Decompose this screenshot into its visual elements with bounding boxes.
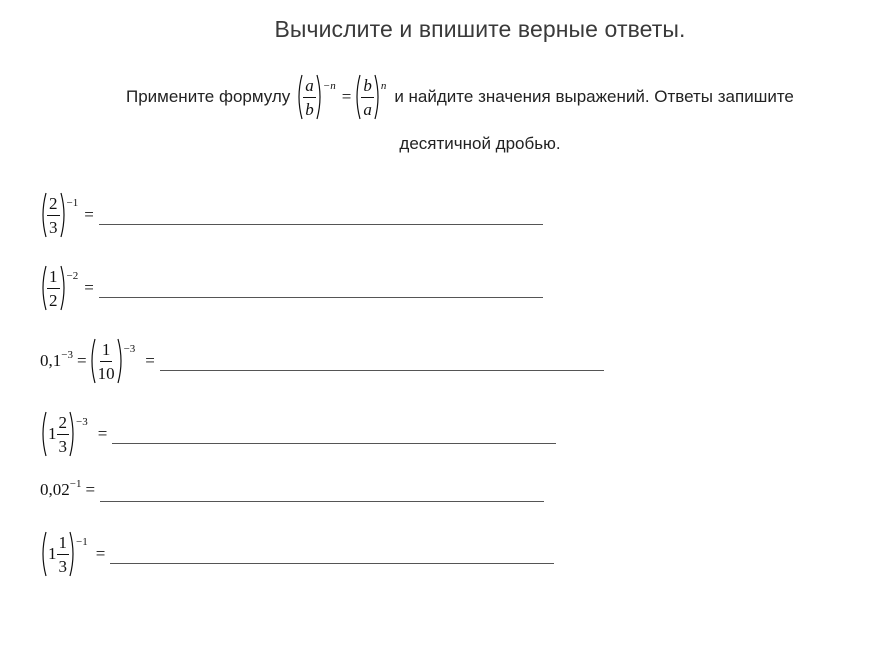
instruction-suffix: и найдите значения выражений. Ответы запишите bbox=[394, 87, 794, 106]
formula bbox=[296, 74, 386, 120]
exercise-1-expression bbox=[40, 192, 78, 238]
exercise-5-base: 0,02 bbox=[40, 480, 70, 499]
formula-right-exponent: n bbox=[380, 80, 387, 92]
exercise-6-whole: 1 bbox=[48, 544, 57, 563]
left-paren-icon bbox=[89, 338, 96, 384]
exercise-2-numerator: 1 bbox=[47, 268, 60, 289]
exercise-6 bbox=[40, 531, 554, 577]
left-paren-icon bbox=[40, 411, 47, 457]
formula-equals: = bbox=[341, 87, 352, 106]
left-paren-icon bbox=[296, 74, 303, 120]
right-paren-icon bbox=[374, 74, 381, 120]
exercise-6-equals: = bbox=[95, 544, 106, 563]
exercise-5 bbox=[40, 478, 544, 502]
left-paren-icon bbox=[40, 531, 47, 577]
exercise-2 bbox=[40, 265, 543, 311]
exercise-3-equals: = bbox=[145, 351, 155, 370]
exercise-5-base-exponent: −1 bbox=[69, 478, 82, 490]
exercise-2-fraction bbox=[47, 268, 60, 309]
instruction-line-1 bbox=[126, 72, 794, 122]
exercise-4-whole: 1 bbox=[48, 424, 57, 443]
right-paren-icon bbox=[316, 74, 323, 120]
exercise-6-expression bbox=[40, 531, 88, 577]
exercise-4-denominator: 3 bbox=[58, 436, 67, 456]
answer-input-1[interactable] bbox=[99, 223, 543, 225]
exercise-6-denominator: 3 bbox=[58, 556, 67, 576]
exercise-1 bbox=[40, 192, 543, 238]
page-title: Вычислите и впишите верные ответы. bbox=[274, 16, 686, 42]
exercise-3-fraction bbox=[96, 341, 117, 382]
exercise-3 bbox=[40, 338, 604, 384]
exercise-3-denominator: 10 bbox=[97, 363, 115, 383]
right-paren-icon bbox=[60, 192, 67, 238]
instruction-prefix: Примените формулу bbox=[126, 87, 291, 106]
exercise-6-exponent: −1 bbox=[76, 536, 88, 548]
exercise-2-exponent: −2 bbox=[66, 270, 79, 282]
exercise-2-equals: = bbox=[84, 278, 94, 297]
formula-left-fraction bbox=[303, 77, 316, 118]
answer-input-6[interactable] bbox=[110, 562, 554, 564]
answer-input-4[interactable] bbox=[112, 442, 556, 444]
formula-right-fraction bbox=[361, 77, 374, 118]
formula-left-denominator: b bbox=[305, 99, 314, 119]
right-paren-icon bbox=[117, 338, 124, 384]
exercise-6-numerator: 1 bbox=[57, 534, 70, 555]
formula-left-exponent: −n bbox=[322, 80, 336, 92]
left-paren-icon bbox=[40, 192, 47, 238]
exercise-4 bbox=[40, 411, 556, 457]
exercise-3-expression bbox=[40, 338, 135, 384]
exercise-1-equals: = bbox=[84, 205, 94, 224]
exercise-3-base-exponent: −3 bbox=[61, 349, 73, 361]
answer-input-3[interactable] bbox=[160, 369, 604, 371]
formula-right-numerator: b bbox=[361, 77, 374, 98]
exercise-5-equals: = bbox=[85, 480, 96, 499]
exercise-1-exponent: −1 bbox=[66, 197, 79, 209]
left-paren-icon bbox=[354, 74, 361, 120]
formula-left-numerator: a bbox=[303, 77, 316, 98]
exercise-6-fraction bbox=[57, 534, 70, 575]
right-paren-icon bbox=[60, 265, 67, 311]
exercise-3-middle-equals: = bbox=[76, 351, 87, 370]
left-paren-icon bbox=[40, 265, 47, 311]
exercise-1-numerator: 2 bbox=[47, 195, 60, 216]
exercise-4-equals: = bbox=[97, 424, 108, 443]
exercise-1-fraction bbox=[47, 195, 60, 236]
exercise-4-fraction bbox=[57, 414, 70, 455]
exercise-3-base: 0,1 bbox=[40, 351, 62, 370]
instruction-line-2: десятичной дробью. bbox=[399, 134, 561, 153]
exercise-3-numerator: 1 bbox=[100, 341, 113, 362]
exercise-2-denominator: 2 bbox=[49, 290, 58, 310]
exercise-5-expression bbox=[40, 480, 81, 500]
answer-input-5[interactable] bbox=[100, 500, 544, 502]
exercise-3-exponent: −3 bbox=[123, 343, 136, 355]
right-paren-icon bbox=[69, 411, 76, 457]
right-paren-icon bbox=[69, 531, 76, 577]
exercise-1-denominator: 3 bbox=[49, 217, 58, 237]
formula-right-denominator: a bbox=[363, 99, 372, 119]
answer-input-2[interactable] bbox=[99, 296, 543, 298]
exercise-4-numerator: 2 bbox=[57, 414, 70, 435]
exercise-4-exponent: −3 bbox=[76, 416, 88, 428]
exercise-4-expression bbox=[40, 411, 88, 457]
exercise-2-expression bbox=[40, 265, 78, 311]
